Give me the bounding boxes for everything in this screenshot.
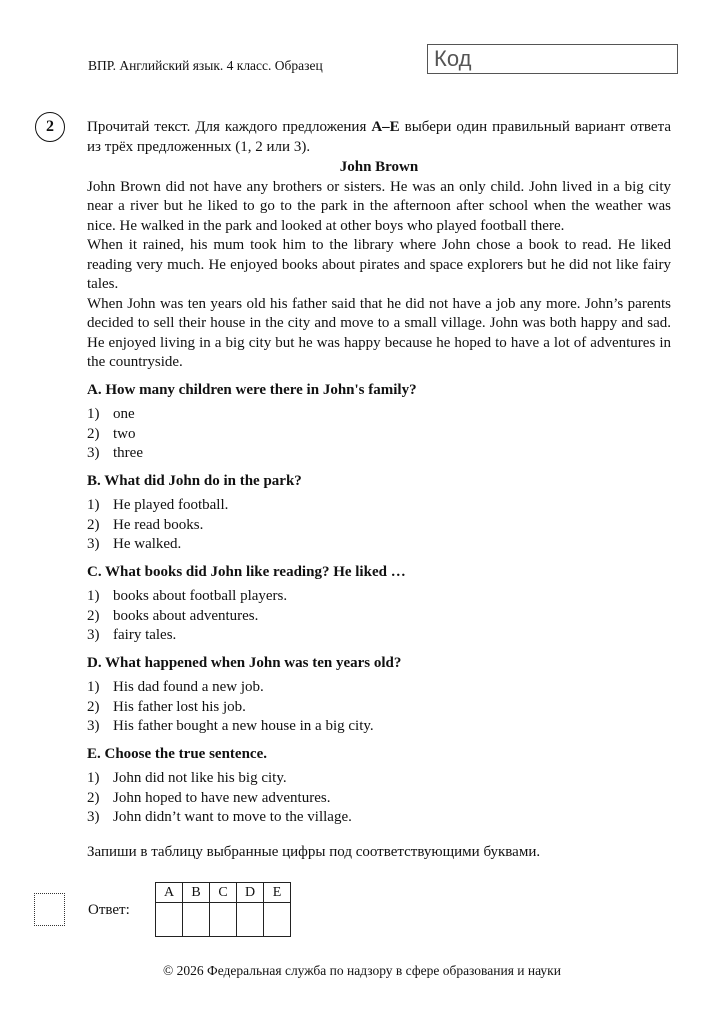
option-number: 2) (87, 425, 100, 442)
question-text: D. What happened when John was ten years old? (87, 654, 402, 671)
answer-cell-a[interactable] (156, 903, 183, 937)
score-box[interactable] (34, 893, 65, 926)
text-title: John Brown (339, 159, 419, 175)
answer-label: Ответ: (88, 902, 130, 918)
footer-copyright: © 2026 Федеральная служба по надзору в сфере образования и науки (163, 963, 561, 978)
option-text: John hoped to have new adventures. (113, 789, 331, 806)
option-text: fairy tales. (113, 627, 177, 643)
code-field[interactable]: Код (427, 44, 678, 74)
text-paragraph: When it rained, his mum took him to the library where John chose a book to read. He liked reading very much. He enjoyed books about pirates and space explorers but he did not like fairy tales. (87, 237, 671, 292)
task-instruction (87, 118, 671, 157)
option-item (87, 587, 671, 607)
question-a (87, 381, 671, 464)
option-item (87, 717, 671, 737)
option-item (87, 789, 671, 809)
question-b (87, 472, 671, 555)
option-item (87, 626, 671, 646)
instruction-letters: A–E (371, 119, 400, 135)
option-item (87, 607, 671, 627)
option-text: John did not like his big city. (113, 770, 287, 786)
answer-letter: A (156, 883, 183, 903)
answer-cell-d[interactable] (237, 903, 264, 937)
option-text: John didn’t want to move to the village. (113, 809, 352, 825)
answer-letter: C (210, 883, 237, 903)
option-item (87, 769, 671, 789)
option-text: His father bought a new house in a big city. (113, 718, 374, 734)
answer-cell-c[interactable] (210, 903, 237, 937)
option-item (87, 516, 671, 536)
option-text: His father lost his job. (113, 698, 246, 715)
option-number: 1) (87, 588, 100, 604)
option-number: 2) (87, 698, 100, 715)
text-paragraph: When John was ten years old his father said that he did not have a job any more. John’s parents decided to sell their house in the city and move to a small village. John was both happy and sad. He enjoyed living in a big city but he was happy because he hoped to have a lot of adventures in the countryside. (87, 295, 671, 370)
option-text: His dad found a new job. (113, 679, 264, 695)
question-text: E. Choose the true sentence. (87, 745, 267, 762)
answer-letter: D (237, 883, 264, 903)
option-number: 3) (87, 809, 100, 825)
option-item (87, 444, 671, 464)
option-text: two (113, 425, 136, 442)
answer-cell-e[interactable] (264, 903, 291, 937)
question-text: B. What did John do in the park? (87, 472, 302, 489)
option-text: books about football players. (113, 588, 288, 604)
question-text: C. What books did John like reading? He liked … (87, 563, 406, 580)
option-item (87, 678, 671, 698)
question-text: A. How many children were there in John's family? (87, 381, 417, 398)
instruction-prefix: Прочитай текст. Для каждого предложения (87, 119, 372, 135)
option-number: 2) (87, 607, 100, 624)
option-number: 3) (87, 445, 100, 461)
option-text: three (113, 445, 143, 461)
option-number: 3) (87, 718, 100, 734)
option-item (87, 405, 671, 425)
option-number: 3) (87, 536, 100, 552)
option-item (87, 698, 671, 718)
option-text: books about adventures. (113, 607, 259, 624)
option-number: 3) (87, 627, 100, 643)
question-c (87, 563, 671, 646)
answer-letter: B (183, 883, 210, 903)
option-item (87, 808, 671, 828)
option-text: He walked. (113, 536, 182, 552)
option-text: He played football. (113, 497, 229, 513)
option-item (87, 535, 671, 555)
header-title: ВПР. Английский язык. 4 класс. Образец (88, 58, 323, 73)
option-number: 2) (87, 516, 100, 533)
answer-cell-b[interactable] (183, 903, 210, 937)
option-text: one (113, 406, 135, 422)
question-e (87, 745, 671, 828)
text-paragraph: John Brown did not have any brothers or sisters. He was an only child. John lived in a big city near a river but he liked to go to the park in the afternoon after school when the weather was nice. He walked in the park and looked at other boys who played football there. (87, 178, 671, 234)
task-number-badge: 2 (35, 112, 65, 142)
answer-table (155, 882, 291, 937)
option-number: 1) (87, 679, 100, 695)
option-number: 2) (87, 789, 100, 806)
option-item (87, 496, 671, 516)
question-d (87, 654, 671, 737)
answer-instruction: Запиши в таблицу выбранные цифры под соответствующими буквами. (87, 843, 541, 860)
option-number: 1) (87, 497, 100, 513)
option-item (87, 425, 671, 445)
instruction-suffix: выбери один правильный вариант ответа из трёх предложенных (1, 2 или 3). (87, 119, 671, 155)
option-number: 1) (87, 406, 100, 422)
option-text: He read books. (113, 516, 204, 533)
option-number: 1) (87, 770, 100, 786)
answer-letter: E (264, 883, 291, 903)
task-content (87, 118, 671, 862)
